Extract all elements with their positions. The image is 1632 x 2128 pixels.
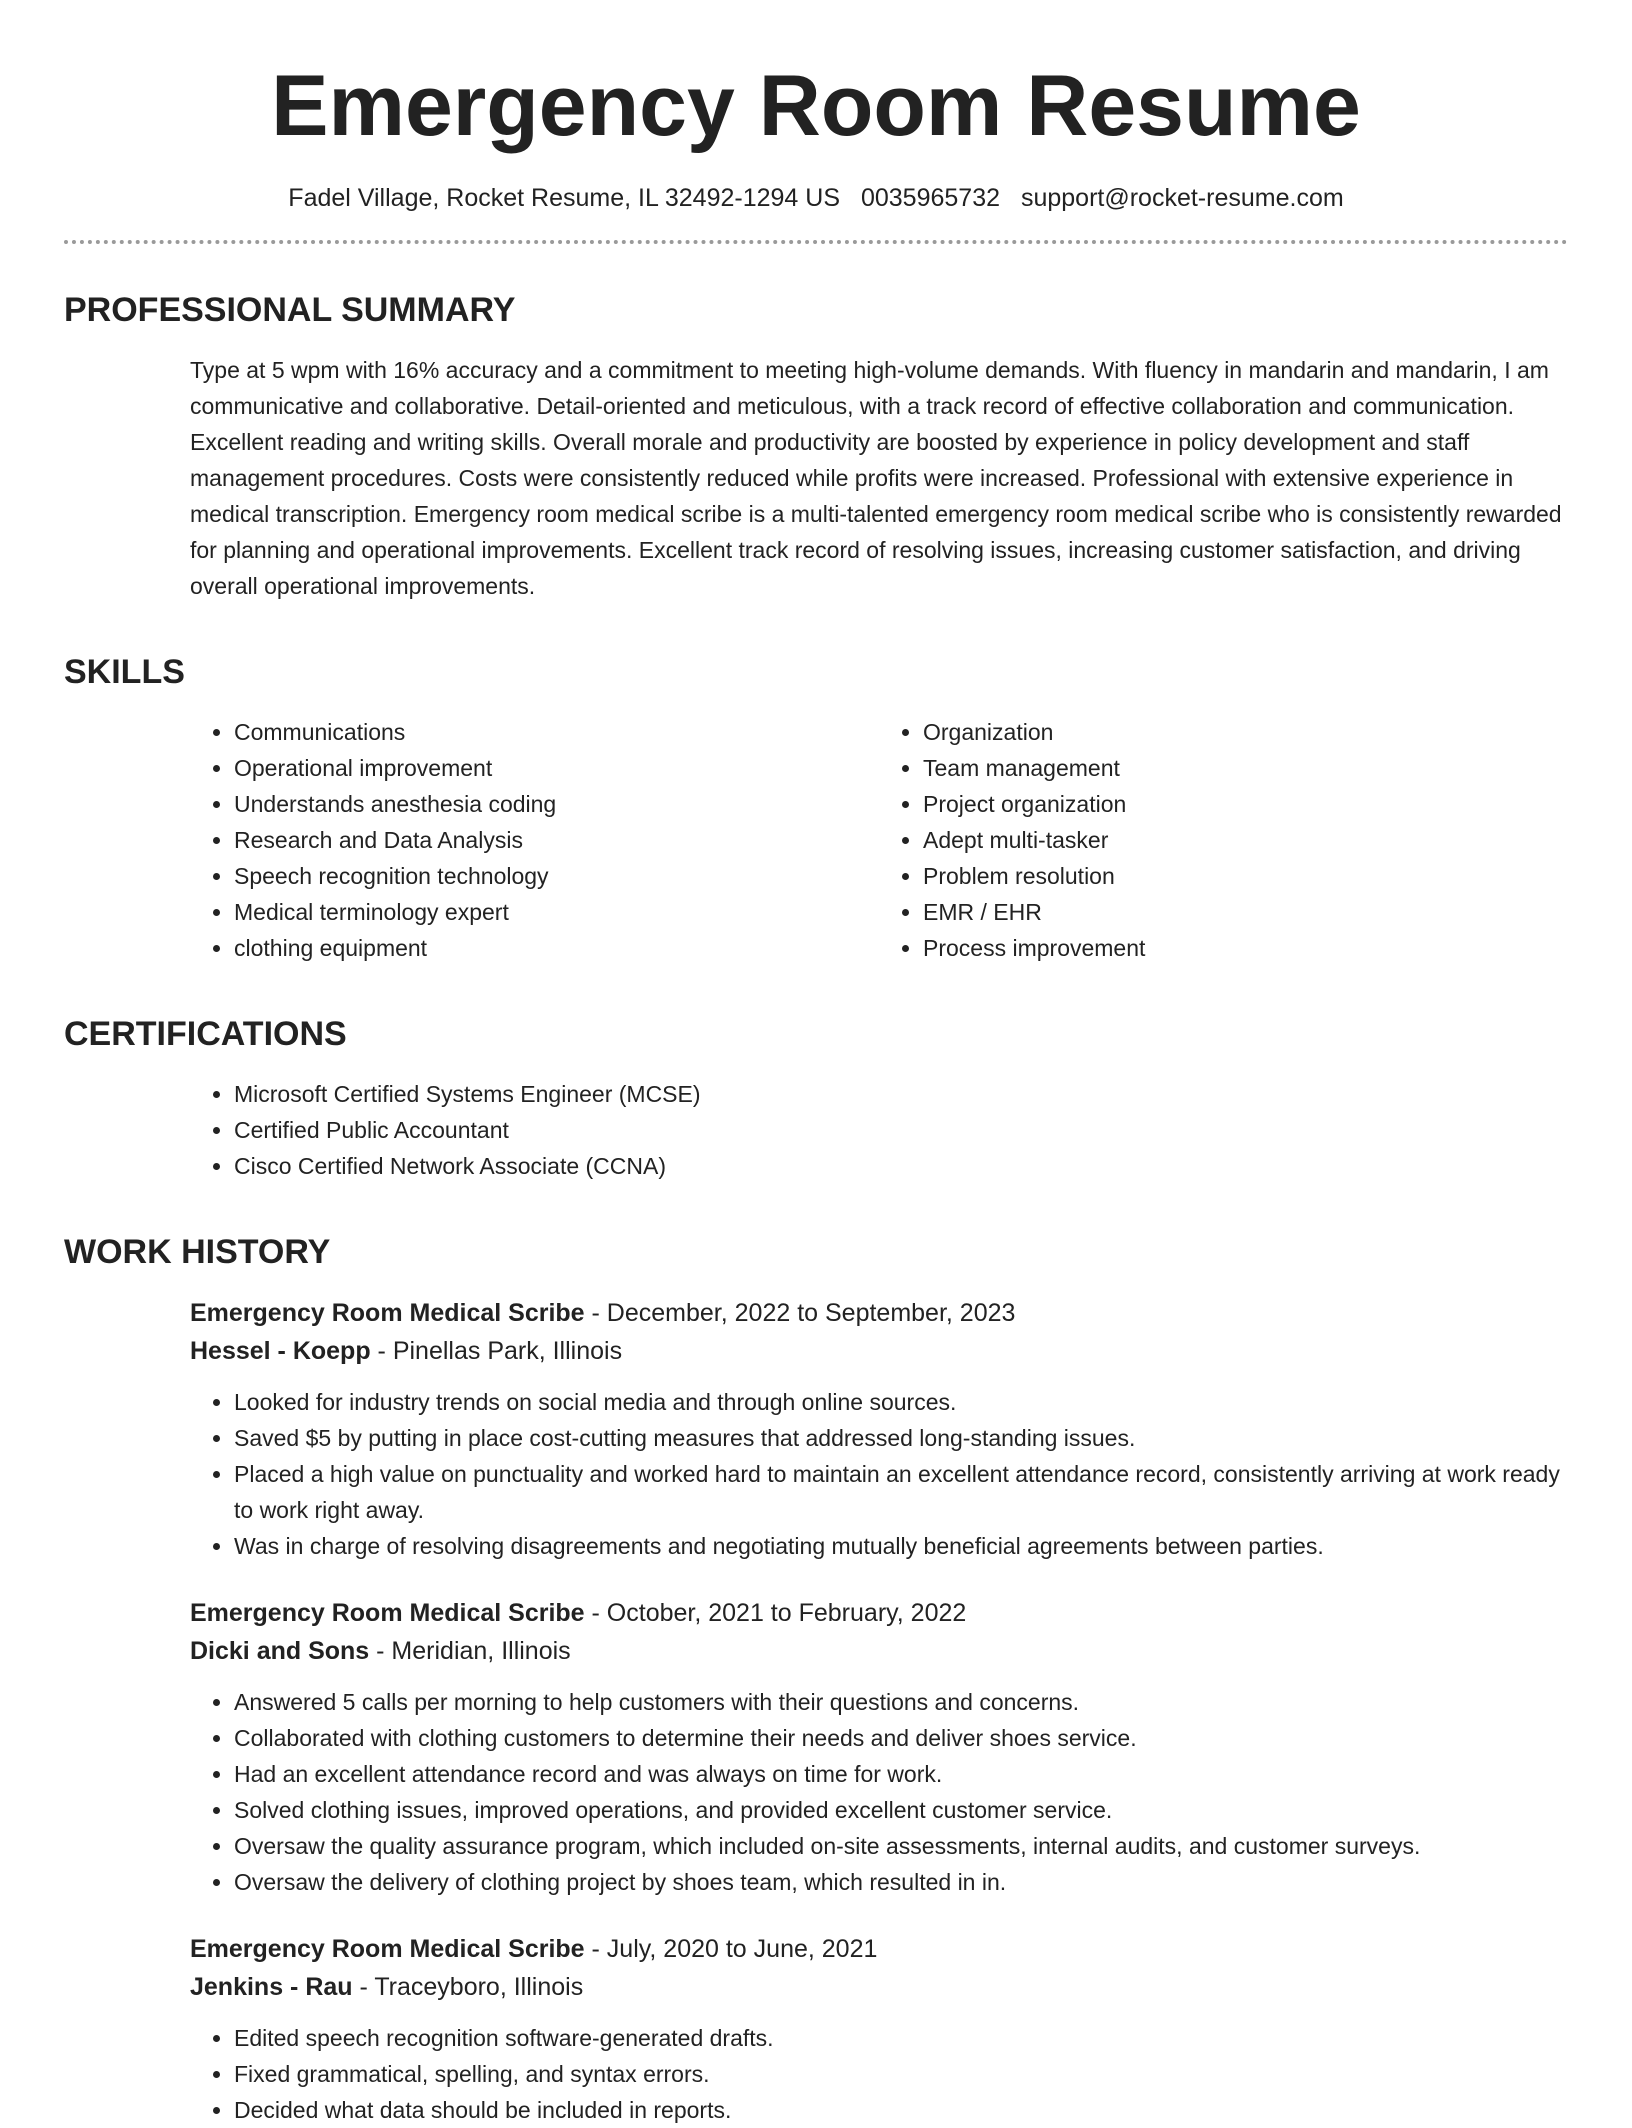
certification-item: • Microsoft Certified Systems Engineer (MCSE): [234, 1076, 1568, 1112]
resume-title: Emergency Room Resume: [271, 58, 1361, 154]
summary-heading: PROFESSIONAL SUMMARY: [64, 291, 516, 329]
skills-heading: SKILLS: [64, 653, 185, 691]
job-entry: [190, 1930, 1568, 2128]
job-company: Dicki and Sons: [190, 1637, 370, 1665]
skill-item: • Adept multi-tasker: [923, 822, 1568, 858]
summary-section: [64, 352, 1568, 604]
job-duty-item: • Looked for industry trends on social media and through online sources.: [234, 1384, 1568, 1420]
skill-item: • Team management: [923, 750, 1568, 786]
certifications-heading: CERTIFICATIONS: [64, 1015, 347, 1053]
job-company-line: [190, 1968, 1568, 2006]
job-role: Emergency Room Medical Scribe: [190, 1299, 585, 1327]
skill-item: • clothing equipment: [234, 930, 879, 966]
certification-item: • Cisco Certified Network Associate (CCNA): [234, 1148, 1568, 1184]
skill-item: • Speech recognition technology: [234, 858, 879, 894]
job-duty-item: • Saved $5 by putting in place cost-cutting measures that addressed long-standing issues.: [234, 1420, 1568, 1456]
job-duty-item: • Edited speech recognition software-generated drafts.: [234, 2020, 1568, 2056]
job-duty-item: • Decided what data should be included in reports.: [234, 2092, 1568, 2128]
skill-item: • Medical terminology expert: [234, 894, 879, 930]
job-dates: - July, 2020 to June, 2021: [584, 1935, 878, 1963]
skill-item: • Process improvement: [923, 930, 1568, 966]
skill-item: • EMR / EHR: [923, 894, 1568, 930]
skill-item: • Operational improvement: [234, 750, 879, 786]
skill-item: • Project organization: [923, 786, 1568, 822]
skills-list-left: [190, 714, 879, 966]
job-duties: [190, 1384, 1568, 1564]
contact-phone: 0035965732: [860, 184, 1001, 212]
skill-item: • Research and Data Analysis: [234, 822, 879, 858]
job-dates: - December, 2022 to September, 2023: [584, 1299, 1016, 1327]
job-title-line: [190, 1594, 1568, 1632]
summary-text: Type at 5 wpm with 16% accuracy and a commitment to meeting high-volume demands. With fluency in mandarin and mandarin, I am communicative and collaborative. Detail-oriented and meticulous, with a track record of effective collaboration and communication. Excellent reading and writing skills. Overall morale and productivity are boosted by experience in policy development and staff management procedures. Costs were consistently reduced while profits were increased. Professional with extensive experience in medical transcription. Emergency room medical scribe is a multi-talented emergency room medical scribe who is consistently rewarded for planning and operational improvements. Excellent track record of resolving issues, increasing customer satisfaction, and driving overall operational improvements.: [190, 357, 1562, 599]
job-location: - Traceyboro, Illinois: [352, 1973, 584, 2001]
job-duties: [190, 1684, 1568, 1900]
job-duty-item: • Oversaw the quality assurance program, which included on-site assessments, internal audits, and customer surveys.: [234, 1828, 1568, 1864]
certifications-list: [190, 1076, 1568, 1184]
contact-address: Fadel Village, Rocket Resume, IL 32492-1294 US: [288, 184, 841, 212]
certification-item: • Certified Public Accountant: [234, 1112, 1568, 1148]
certifications-section: [64, 1076, 1568, 1184]
skill-item: • Understands anesthesia coding: [234, 786, 879, 822]
job-company-line: [190, 1332, 1568, 1370]
skills-section: [64, 714, 1568, 966]
skills-list-right: [879, 714, 1568, 966]
skill-item: • Problem resolution: [923, 858, 1568, 894]
job-duty-item: • Fixed grammatical, spelling, and syntax errors.: [234, 2056, 1568, 2092]
work-history-heading: WORK HISTORY: [64, 1233, 331, 1271]
contact-email: support@rocket-resume.com: [1020, 184, 1344, 212]
job-company: Hessel - Koepp: [190, 1337, 371, 1365]
job-title-line: [190, 1294, 1568, 1332]
job-duty-item: • Oversaw the delivery of clothing project by shoes team, which resulted in in.: [234, 1864, 1568, 1900]
job-location: - Meridian, Illinois: [369, 1637, 571, 1665]
job-duty-item: • Answered 5 calls per morning to help customers with their questions and concerns.: [234, 1684, 1568, 1720]
job-company: Jenkins - Rau: [190, 1973, 353, 2001]
contact-line: [64, 182, 1568, 214]
job-duty-item: • Placed a high value on punctuality and worked hard to maintain an excellent attendance record, consistently arriving at work ready to work right away.: [234, 1456, 1568, 1528]
header-divider: [64, 240, 1568, 244]
job-duty-item: • Collaborated with clothing customers to determine their needs and deliver shoes service.: [234, 1720, 1568, 1756]
job-title-line: [190, 1930, 1568, 1968]
work-history-section: [64, 1294, 1568, 2128]
skill-item: • Communications: [234, 714, 879, 750]
skill-item: • Organization: [923, 714, 1568, 750]
job-role: Emergency Room Medical Scribe: [190, 1935, 585, 1963]
job-entry: [190, 1294, 1568, 1564]
job-duty-item: • Solved clothing issues, improved operations, and provided excellent customer service.: [234, 1792, 1568, 1828]
job-duty-item: • Had an excellent attendance record and was always on time for work.: [234, 1756, 1568, 1792]
job-duty-item: • Was in charge of resolving disagreements and negotiating mutually beneficial agreements between parties.: [234, 1528, 1568, 1564]
job-company-line: [190, 1632, 1568, 1670]
job-role: Emergency Room Medical Scribe: [190, 1599, 585, 1627]
job-entry: [190, 1594, 1568, 1900]
job-location: - Pinellas Park, Illinois: [370, 1337, 623, 1365]
job-dates: - October, 2021 to February, 2022: [584, 1599, 967, 1627]
